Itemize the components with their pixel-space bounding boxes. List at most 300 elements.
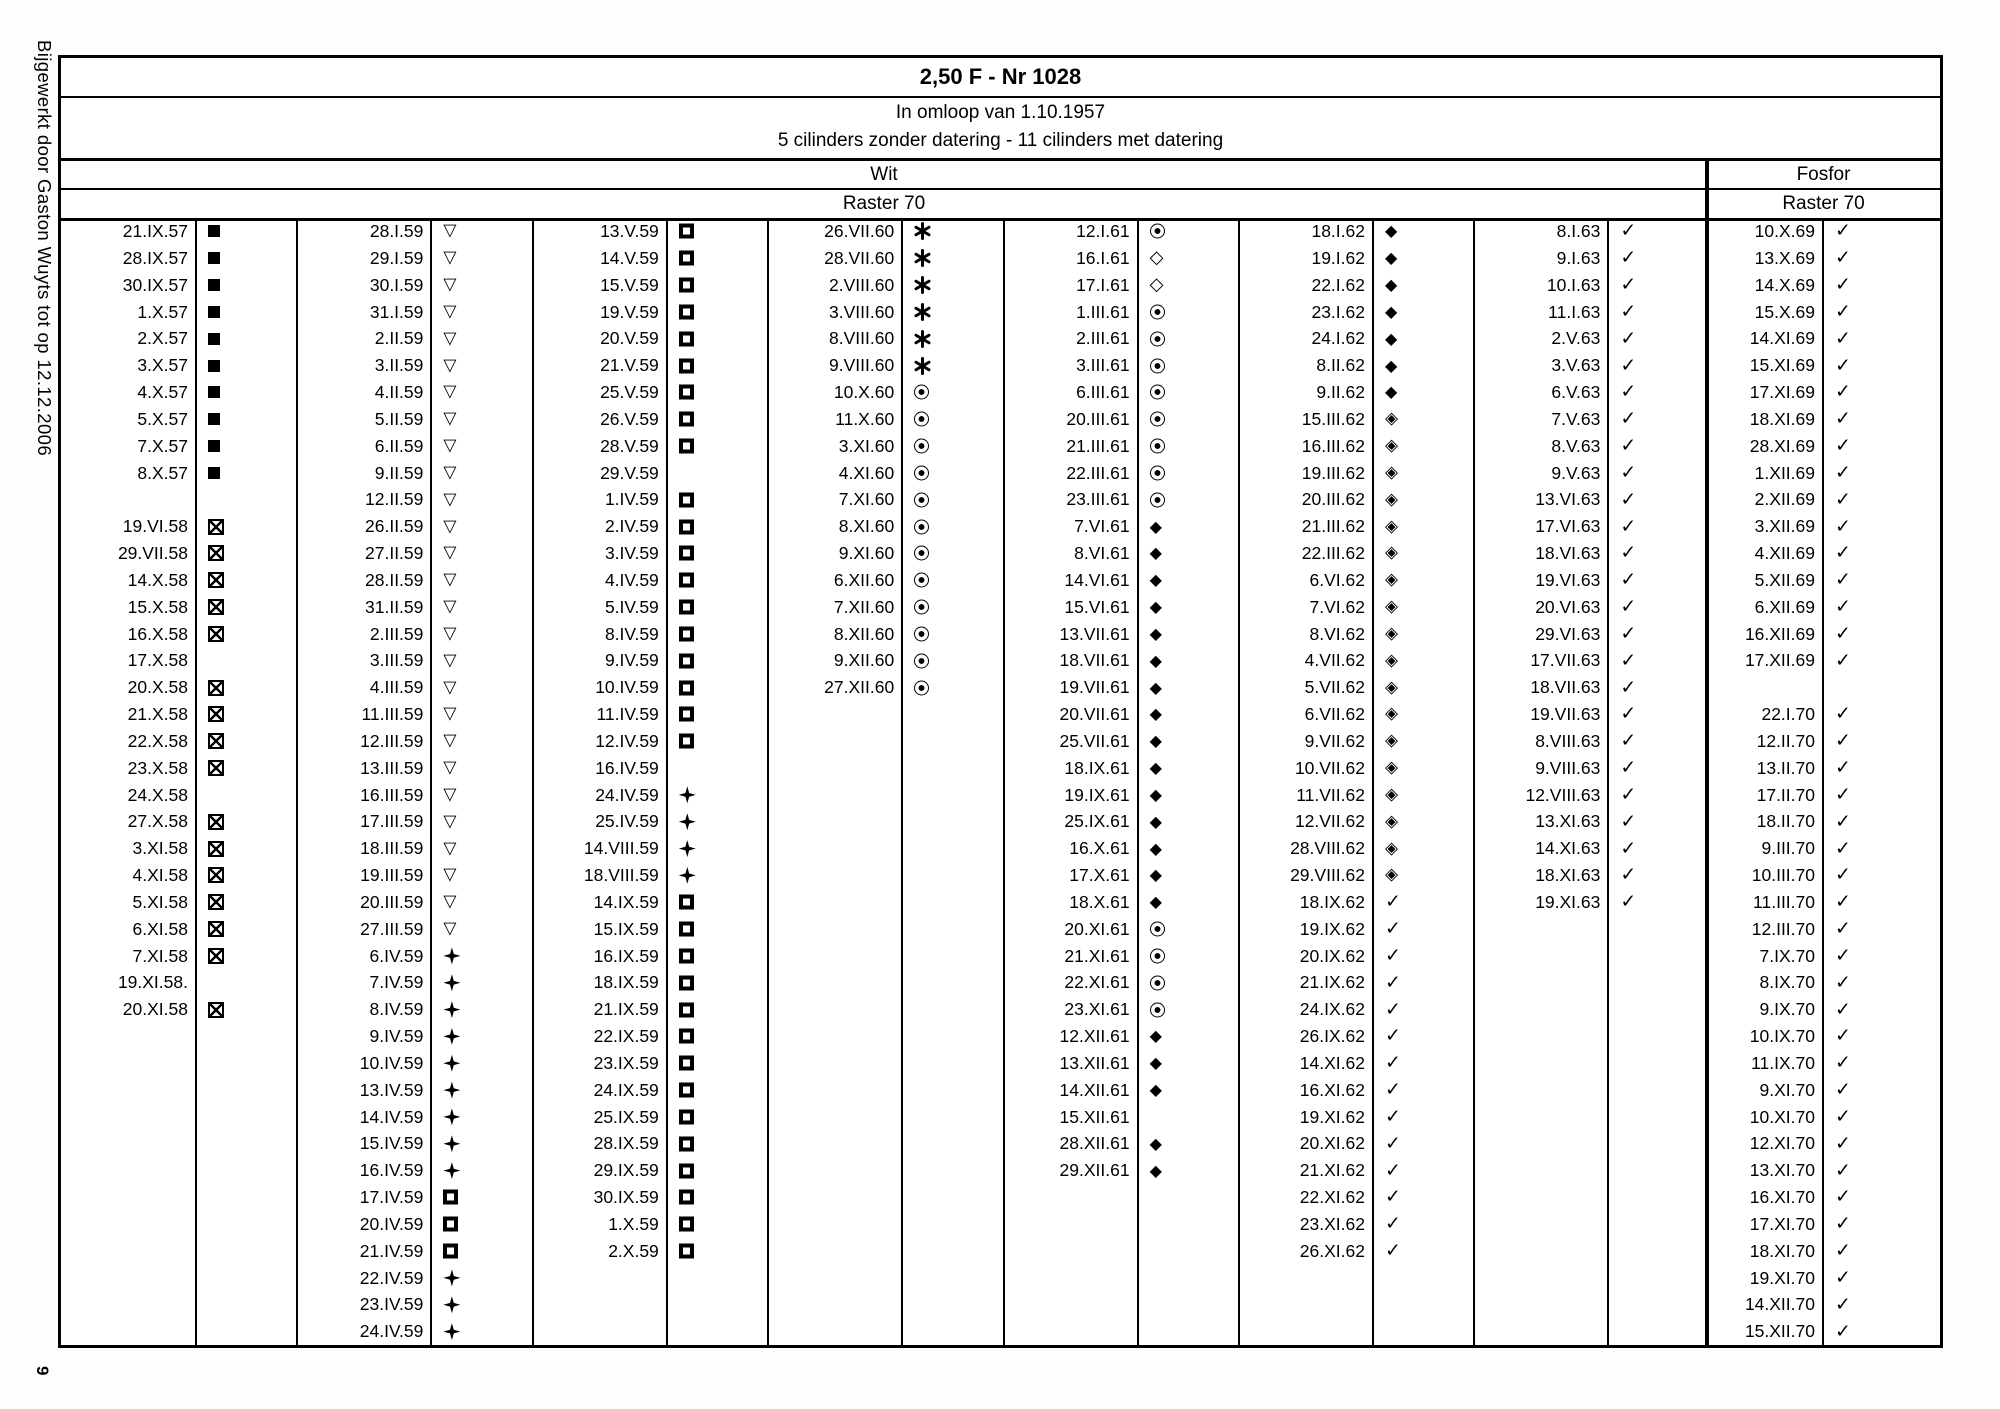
column-group-8 bbox=[1705, 218, 1939, 1345]
table-row bbox=[767, 594, 1002, 621]
table-row bbox=[1003, 272, 1238, 299]
stamp-date: 8.IV.59 bbox=[604, 623, 659, 644]
stamp-date: 15.III.62 bbox=[1301, 408, 1365, 429]
stamp-date: 8.IV.59 bbox=[369, 999, 424, 1020]
checkmark-icon: ✓ bbox=[1835, 890, 1851, 913]
table-row bbox=[296, 299, 531, 326]
dotted-diamond-icon: ◈ bbox=[1385, 462, 1399, 483]
stamp-date: 21.IX.57 bbox=[122, 221, 188, 241]
checkmark-icon: ✓ bbox=[1835, 998, 1851, 1021]
table-row bbox=[1003, 701, 1238, 728]
checkmark-icon: ✓ bbox=[1835, 863, 1851, 886]
filled-diamond-icon: ◆ bbox=[1149, 892, 1162, 912]
stamp-date: 10.III.70 bbox=[1751, 865, 1815, 885]
table-row bbox=[1238, 835, 1473, 862]
stamp-date: 7.VI.61 bbox=[1074, 516, 1130, 537]
checkmark-icon: ✓ bbox=[1620, 354, 1637, 377]
stamp-date: 22.IV.59 bbox=[359, 1267, 424, 1288]
stamp-date: 20.IX.62 bbox=[1299, 945, 1365, 966]
table-row bbox=[1705, 701, 1939, 728]
crossed-box-icon bbox=[208, 680, 224, 696]
triangle-down-icon: ▽ bbox=[443, 811, 457, 832]
table-row bbox=[296, 674, 531, 701]
table-row bbox=[532, 835, 767, 862]
stamp-date: 12.XII.61 bbox=[1059, 1026, 1130, 1046]
stamp-date: 16.X.61 bbox=[1069, 838, 1130, 859]
table-row bbox=[296, 245, 531, 272]
table-row bbox=[1238, 433, 1473, 460]
stamp-date: 3.III.61 bbox=[1076, 355, 1130, 376]
circled-dot-icon bbox=[1150, 412, 1165, 427]
stamp-date: 4.XI.58 bbox=[132, 865, 188, 885]
stamp-date: 13.XI.70 bbox=[1749, 1160, 1815, 1181]
stamp-date: 20.VII.61 bbox=[1059, 704, 1130, 724]
table-row bbox=[61, 460, 296, 487]
filled-diamond-icon: ◆ bbox=[1149, 1026, 1162, 1046]
checkmark-icon: ✓ bbox=[1835, 622, 1851, 645]
table-row bbox=[1238, 1130, 1473, 1157]
stamp-date: 12.II.59 bbox=[365, 489, 424, 510]
stamp-date: 27.II.59 bbox=[365, 543, 424, 563]
checkmark-icon: ✓ bbox=[1620, 327, 1637, 350]
stamp-date: 20.III.59 bbox=[360, 891, 424, 912]
circled-dot-icon bbox=[1150, 975, 1165, 990]
stamp-date: 28.VIII.62 bbox=[1290, 838, 1365, 859]
stamp-date: 30.IX.57 bbox=[122, 274, 188, 295]
square-in-square-icon bbox=[679, 895, 694, 910]
table-row bbox=[296, 352, 531, 379]
square-in-square-icon bbox=[679, 1109, 694, 1124]
checkmark-icon: ✓ bbox=[1835, 300, 1851, 323]
square-in-square-icon bbox=[679, 975, 694, 990]
circled-dot-icon bbox=[1150, 439, 1165, 454]
stamp-date: 3.III.59 bbox=[369, 650, 424, 671]
stamp-date: 9.IV.59 bbox=[369, 1026, 424, 1046]
column-group-4 bbox=[767, 218, 1004, 1345]
table-row bbox=[1705, 835, 1939, 862]
crossed-box-icon bbox=[208, 733, 224, 749]
dotted-diamond-icon: ◈ bbox=[1385, 542, 1399, 563]
table-row bbox=[767, 272, 1002, 299]
table-row bbox=[1705, 1318, 1939, 1345]
table-row bbox=[767, 406, 1002, 433]
table-title: 2,50 F - Nr 1028 bbox=[61, 58, 1940, 98]
stamp-date: 18.I.62 bbox=[1311, 221, 1365, 241]
stamp-date: 12.III.59 bbox=[360, 730, 424, 751]
stamp-date: 6.V.63 bbox=[1551, 382, 1601, 402]
stamp-date: 28.I.59 bbox=[369, 221, 424, 241]
four-point-star-icon bbox=[443, 1001, 460, 1018]
table-row bbox=[532, 486, 767, 513]
table-row bbox=[296, 1050, 531, 1077]
table-row bbox=[532, 1077, 767, 1104]
table-row bbox=[296, 325, 531, 352]
circled-dot-icon bbox=[914, 385, 929, 400]
square-in-square-icon bbox=[679, 385, 694, 400]
stamp-date: 18.II.70 bbox=[1756, 811, 1815, 832]
table-row bbox=[296, 701, 531, 728]
table-row bbox=[1473, 889, 1708, 916]
triangle-down-icon: ▽ bbox=[443, 274, 457, 295]
table-row bbox=[532, 728, 767, 755]
table-row bbox=[1473, 594, 1708, 621]
four-point-star-icon bbox=[443, 1269, 460, 1286]
four-point-star-icon bbox=[679, 840, 696, 857]
table-row bbox=[1705, 460, 1939, 487]
checkmark-icon: ✓ bbox=[1385, 998, 1401, 1021]
stamp-date: 21.IV.59 bbox=[359, 1240, 424, 1261]
table-row bbox=[1003, 352, 1238, 379]
stamp-date: 6.III.61 bbox=[1076, 382, 1130, 402]
stamp-date: 19.I.62 bbox=[1311, 247, 1365, 268]
checkmark-icon: ✓ bbox=[1620, 488, 1637, 511]
stamp-date: 19.VI.58 bbox=[122, 516, 188, 537]
stamp-date: 29.VI.63 bbox=[1535, 623, 1601, 644]
filled-diamond-icon: ◆ bbox=[1149, 838, 1162, 858]
dotted-diamond-icon: ◈ bbox=[1385, 757, 1399, 778]
square-in-square-icon bbox=[679, 251, 694, 266]
checkmark-icon: ✓ bbox=[1835, 595, 1851, 618]
crossed-box-icon bbox=[208, 760, 224, 776]
table-row bbox=[296, 1104, 531, 1131]
table-row bbox=[1705, 1238, 1939, 1265]
triangle-down-icon: ▽ bbox=[443, 489, 457, 510]
table-row bbox=[532, 513, 767, 540]
table-row bbox=[1003, 245, 1238, 272]
table-row bbox=[1003, 567, 1238, 594]
table-row bbox=[1705, 1130, 1939, 1157]
stamp-date: 17.X.58 bbox=[127, 650, 188, 671]
square-in-square-icon bbox=[679, 653, 694, 668]
stamp-date: 19.XI.63 bbox=[1535, 891, 1601, 912]
stamp-date: 16.IV.59 bbox=[359, 1160, 424, 1181]
stamp-date: 22.X.58 bbox=[127, 730, 188, 751]
stamp-date: 26.V.59 bbox=[600, 408, 659, 429]
stamp-date: 25.VII.61 bbox=[1059, 730, 1130, 751]
table-row bbox=[1238, 567, 1473, 594]
table-row bbox=[532, 1184, 767, 1211]
table-row bbox=[1003, 943, 1238, 970]
circled-dot-icon bbox=[914, 546, 929, 561]
filled-diamond-icon: ◆ bbox=[1385, 301, 1398, 321]
table-row bbox=[61, 299, 296, 326]
triangle-down-icon: ▽ bbox=[443, 569, 457, 590]
checkmark-icon: ✓ bbox=[1385, 944, 1401, 967]
table-row bbox=[532, 943, 767, 970]
table-row bbox=[61, 567, 296, 594]
stamp-date: 17.II.70 bbox=[1756, 784, 1815, 805]
stamp-date: 23.XI.61 bbox=[1064, 999, 1130, 1020]
filled-diamond-icon: ◆ bbox=[1149, 865, 1162, 885]
checkmark-icon: ✓ bbox=[1620, 595, 1637, 618]
stamp-date: 17.XI.70 bbox=[1749, 1213, 1815, 1234]
table-row bbox=[1238, 1077, 1473, 1104]
crossed-box-icon bbox=[208, 921, 224, 937]
stamp-date: 15.XII.70 bbox=[1744, 1321, 1815, 1342]
column-group-7 bbox=[1473, 218, 1708, 1345]
circled-dot-icon bbox=[914, 439, 929, 454]
stamp-date: 14.VI.61 bbox=[1064, 569, 1130, 590]
filled-diamond-icon: ◆ bbox=[1149, 1133, 1162, 1153]
square-in-square-icon bbox=[679, 948, 694, 963]
stamp-date: 11.IV.59 bbox=[596, 704, 659, 724]
dotted-diamond-icon: ◈ bbox=[1385, 838, 1399, 859]
table-row bbox=[1705, 621, 1939, 648]
dotted-diamond-icon: ◈ bbox=[1385, 864, 1399, 885]
stamp-date: 23.I.62 bbox=[1311, 301, 1365, 322]
checkmark-icon: ✓ bbox=[1835, 971, 1851, 994]
table-row bbox=[767, 567, 1002, 594]
stamp-date: 4.VII.62 bbox=[1304, 650, 1365, 671]
checkmark-icon: ✓ bbox=[1835, 461, 1851, 484]
table-row bbox=[1238, 513, 1473, 540]
table-row bbox=[1705, 755, 1939, 782]
filled-diamond-icon: ◆ bbox=[1149, 570, 1162, 590]
stamp-date: 12.VII.62 bbox=[1294, 811, 1365, 832]
table-row bbox=[1473, 513, 1708, 540]
table-row bbox=[767, 352, 1002, 379]
table-row bbox=[1705, 379, 1939, 406]
table-row bbox=[767, 245, 1002, 272]
table-row bbox=[296, 862, 531, 889]
stamp-date: 8.XII.60 bbox=[833, 623, 895, 644]
stamp-date: 18.VI.63 bbox=[1535, 543, 1601, 563]
stamp-date: 11.I.63 bbox=[1548, 301, 1601, 322]
filled-square-icon bbox=[208, 225, 220, 237]
filled-diamond-icon: ◆ bbox=[1385, 275, 1398, 295]
table-row bbox=[296, 486, 531, 513]
triangle-down-icon: ▽ bbox=[443, 891, 457, 912]
stamp-date: 18.VIII.59 bbox=[583, 865, 659, 885]
checkmark-icon: ✓ bbox=[1620, 515, 1637, 538]
stamp-date: 19.III.59 bbox=[360, 865, 424, 885]
circled-dot-icon bbox=[1150, 1002, 1165, 1017]
four-point-star-icon bbox=[443, 947, 460, 964]
page-number: 9 bbox=[33, 1366, 52, 1376]
stamp-date: 18.VII.63 bbox=[1530, 677, 1601, 698]
table-row bbox=[1705, 808, 1939, 835]
table-row bbox=[1705, 567, 1939, 594]
four-point-star-icon bbox=[443, 1055, 460, 1072]
stamp-date: 4.IV.59 bbox=[604, 569, 659, 590]
checkmark-icon: ✓ bbox=[1835, 729, 1851, 752]
table-row bbox=[1238, 406, 1473, 433]
stamp-date: 17.I.61 bbox=[1076, 274, 1130, 295]
stamp-date: 23.IV.59 bbox=[359, 1294, 424, 1315]
stamp-date: 4.II.59 bbox=[374, 382, 424, 402]
checkmark-icon: ✓ bbox=[1835, 1078, 1851, 1101]
filled-square-icon bbox=[208, 279, 220, 291]
table-row bbox=[1473, 567, 1708, 594]
table-row bbox=[1705, 218, 1939, 245]
table-row bbox=[1238, 1184, 1473, 1211]
stamp-date: 9.IV.59 bbox=[604, 650, 659, 671]
table-row bbox=[532, 1157, 767, 1184]
table-row bbox=[1238, 943, 1473, 970]
table-row bbox=[532, 621, 767, 648]
table-row bbox=[1003, 433, 1238, 460]
dotted-diamond-icon: ◈ bbox=[1385, 596, 1399, 617]
table-row bbox=[1238, 218, 1473, 245]
stamp-date: 4.III.59 bbox=[369, 677, 424, 698]
stamp-date: 25.IV.59 bbox=[595, 811, 659, 832]
table-row bbox=[1473, 835, 1708, 862]
checkmark-icon: ✓ bbox=[1835, 541, 1851, 564]
stamp-date: 4.X.57 bbox=[137, 382, 188, 402]
square-in-square-icon bbox=[679, 707, 694, 722]
table-row bbox=[1705, 728, 1939, 755]
table-row bbox=[532, 567, 767, 594]
table-row bbox=[532, 379, 767, 406]
stamp-date: 10.X.69 bbox=[1754, 221, 1815, 241]
filled-diamond-icon: ◆ bbox=[1149, 731, 1162, 751]
stamp-date: 30.IX.59 bbox=[593, 1187, 659, 1207]
square-in-square-icon bbox=[443, 1190, 458, 1205]
table-row bbox=[767, 513, 1002, 540]
checkmark-icon: ✓ bbox=[1620, 649, 1637, 672]
stamp-date: 27.X.58 bbox=[127, 811, 188, 832]
table-row bbox=[1003, 862, 1238, 889]
circled-dot-icon bbox=[1150, 465, 1165, 480]
stamp-date: 9.I.63 bbox=[1556, 247, 1601, 268]
table-row bbox=[1238, 352, 1473, 379]
table-row bbox=[1238, 862, 1473, 889]
filled-square-icon bbox=[208, 333, 220, 345]
stamp-date: 8.VI.62 bbox=[1309, 623, 1365, 644]
table-row bbox=[296, 460, 531, 487]
square-in-square-icon bbox=[679, 546, 694, 561]
checkmark-icon: ✓ bbox=[1835, 1239, 1851, 1262]
stamp-date: 23.III.61 bbox=[1066, 489, 1130, 510]
checkmark-icon: ✓ bbox=[1620, 300, 1637, 323]
dotted-diamond-icon: ◈ bbox=[1385, 784, 1399, 805]
section-label-fosfor: Fosfor bbox=[1796, 164, 1851, 185]
filled-diamond-icon: ◆ bbox=[1149, 811, 1162, 831]
table-row bbox=[1003, 647, 1238, 674]
stamp-date: 24.IX.62 bbox=[1299, 999, 1365, 1020]
stamp-date: 24.X.58 bbox=[127, 784, 188, 805]
stamp-date: 17.XII.69 bbox=[1744, 650, 1815, 671]
table-row bbox=[532, 352, 767, 379]
table-row bbox=[1705, 943, 1939, 970]
table-row bbox=[1705, 1077, 1939, 1104]
table-row bbox=[1238, 728, 1473, 755]
square-in-square-icon bbox=[679, 600, 694, 615]
checkmark-icon: ✓ bbox=[1620, 729, 1637, 752]
crossed-box-icon bbox=[208, 706, 224, 722]
asterisk-icon bbox=[914, 249, 931, 267]
table-row bbox=[1238, 460, 1473, 487]
table-row bbox=[296, 406, 531, 433]
date-grid bbox=[61, 218, 1940, 1345]
square-in-square-icon bbox=[679, 1136, 694, 1151]
table-row bbox=[1238, 325, 1473, 352]
table-row bbox=[61, 352, 296, 379]
stamp-date: 8.VIII.63 bbox=[1535, 730, 1601, 751]
stamp-date: 30.I.59 bbox=[369, 274, 424, 295]
circled-dot-icon bbox=[914, 412, 929, 427]
table-row bbox=[1003, 486, 1238, 513]
table-row bbox=[532, 862, 767, 889]
stamp-date: 9.XI.70 bbox=[1759, 1079, 1815, 1100]
table-row bbox=[1003, 406, 1238, 433]
checkmark-icon: ✓ bbox=[1835, 1132, 1851, 1155]
table-row bbox=[1238, 808, 1473, 835]
table-row bbox=[61, 272, 296, 299]
checkmark-icon: ✓ bbox=[1620, 541, 1637, 564]
stamp-date: 14.XI.63 bbox=[1535, 838, 1601, 859]
stamp-date: 17.VI.63 bbox=[1535, 516, 1601, 537]
stamp-date: 17.VII.63 bbox=[1530, 650, 1601, 671]
table-row bbox=[767, 674, 1002, 701]
stamp-date: 11.VII.62 bbox=[1296, 784, 1365, 805]
stamp-date: 7.V.63 bbox=[1551, 408, 1601, 429]
table-row bbox=[296, 1157, 531, 1184]
stamp-date: 9.II.62 bbox=[1316, 382, 1365, 402]
asterisk-icon bbox=[914, 303, 931, 321]
stamp-date: 11.III.70 bbox=[1753, 891, 1815, 912]
four-point-star-icon bbox=[443, 1082, 460, 1099]
stamp-date: 29.VII.58 bbox=[117, 543, 188, 563]
table-row bbox=[61, 379, 296, 406]
checkmark-icon: ✓ bbox=[1620, 434, 1637, 457]
filled-square-icon bbox=[208, 386, 220, 398]
table-row bbox=[1473, 245, 1708, 272]
square-in-square-icon bbox=[679, 304, 694, 319]
stamp-date: 9.VIII.63 bbox=[1535, 757, 1601, 778]
checkmark-icon: ✓ bbox=[1620, 756, 1637, 779]
table-row bbox=[296, 272, 531, 299]
diamond-outline-icon: ◇ bbox=[1149, 274, 1164, 296]
checkmark-icon: ✓ bbox=[1835, 273, 1851, 296]
stamp-date: 24.IX.59 bbox=[593, 1079, 659, 1100]
checkmark-icon: ✓ bbox=[1835, 354, 1851, 377]
stamp-date: 23.XI.62 bbox=[1299, 1213, 1365, 1234]
table-row bbox=[61, 943, 296, 970]
stamp-date: 14.XI.62 bbox=[1299, 1052, 1365, 1073]
table-row bbox=[61, 755, 296, 782]
stamp-date: 31.II.59 bbox=[365, 596, 424, 617]
checkmark-icon: ✓ bbox=[1385, 1078, 1401, 1101]
filled-diamond-icon: ◆ bbox=[1149, 704, 1162, 724]
table-row bbox=[767, 647, 1002, 674]
stamp-date: 3.XI.58 bbox=[132, 838, 188, 859]
crossed-box-icon bbox=[208, 626, 224, 642]
table-row bbox=[532, 916, 767, 943]
stamp-date: 7.IV.59 bbox=[369, 972, 424, 993]
checkmark-icon: ✓ bbox=[1385, 1159, 1401, 1182]
stamp-date: 20.XI.62 bbox=[1299, 1133, 1365, 1154]
stamp-date: 19.VI.63 bbox=[1535, 569, 1601, 590]
stamp-date: 28.IX.57 bbox=[122, 247, 188, 268]
table-row bbox=[296, 567, 531, 594]
circled-dot-icon bbox=[1150, 224, 1165, 239]
circled-dot-icon bbox=[914, 465, 929, 480]
column-group-3 bbox=[532, 218, 769, 1345]
stamp-date: 8.VI.61 bbox=[1074, 543, 1130, 563]
stamp-date: 25.IX.59 bbox=[593, 1106, 659, 1127]
square-in-square-icon bbox=[679, 412, 694, 427]
table-row bbox=[61, 218, 296, 245]
stamp-date: 3.II.59 bbox=[374, 355, 424, 376]
table-row bbox=[1238, 1104, 1473, 1131]
triangle-down-icon: ▽ bbox=[443, 757, 457, 778]
stamp-date: 8.XI.60 bbox=[838, 516, 895, 537]
section-label-wit: Wit bbox=[870, 164, 898, 185]
checkmark-icon: ✓ bbox=[1835, 837, 1851, 860]
stamp-date: 3.X.57 bbox=[137, 355, 188, 376]
checkmark-icon: ✓ bbox=[1385, 890, 1401, 913]
